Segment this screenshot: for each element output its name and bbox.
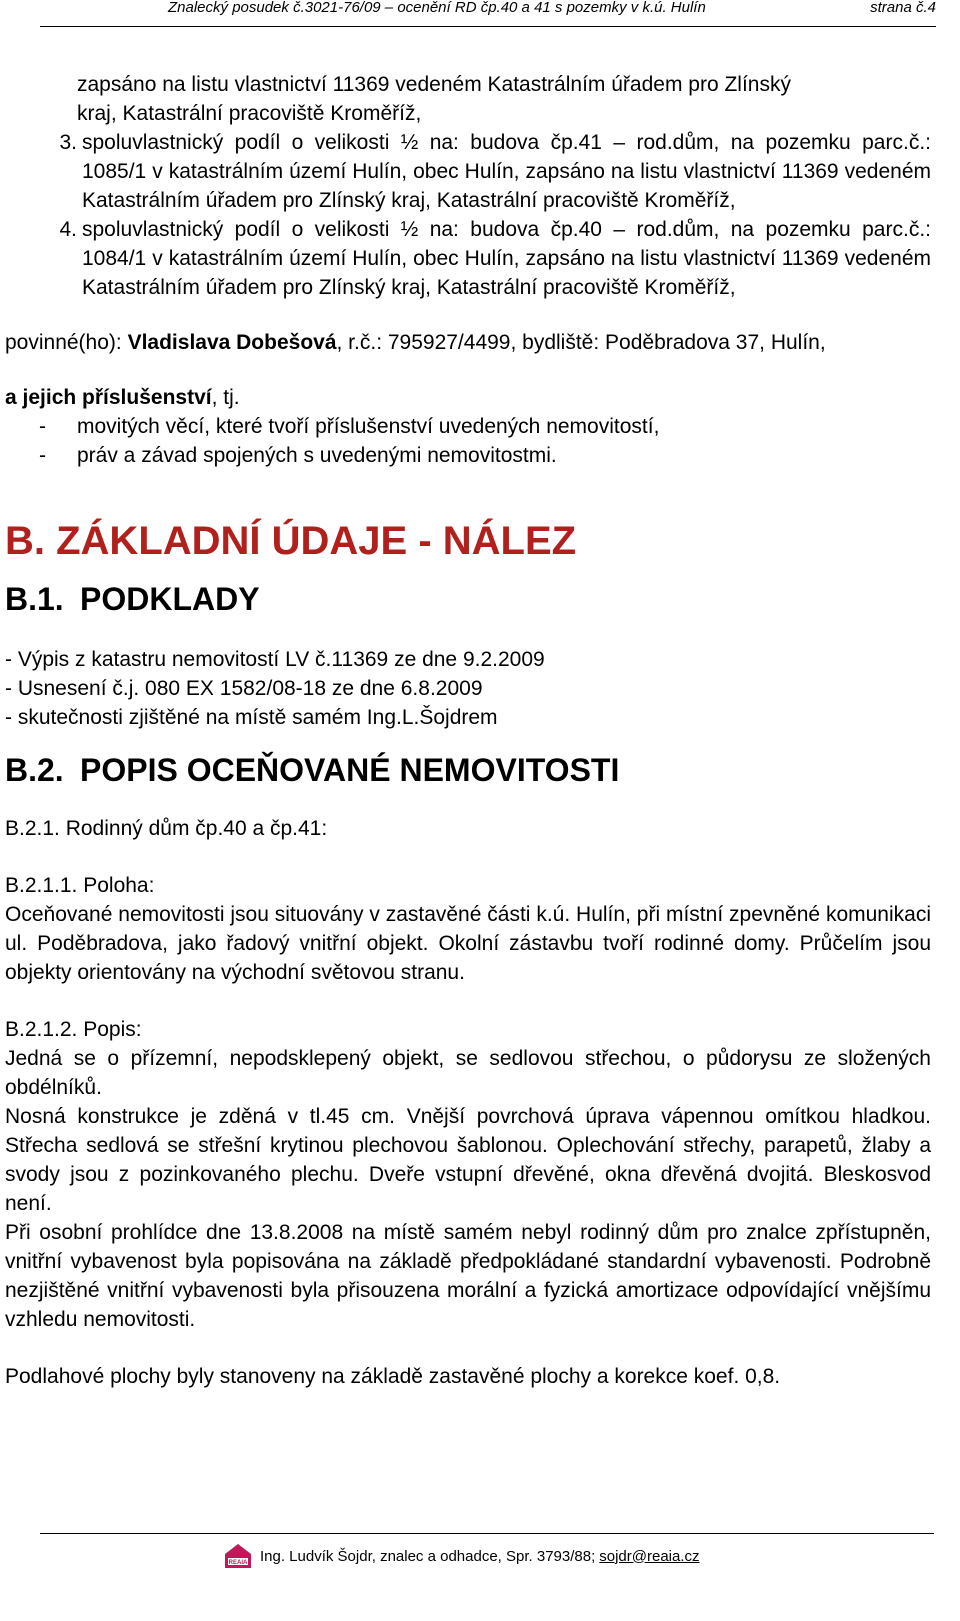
list-item-number: 3.	[59, 131, 77, 154]
bullet-dash: -	[39, 444, 46, 467]
obligor-label: povinné(ho):	[5, 331, 128, 354]
obligor-name: Vladislava Dobešová	[127, 331, 337, 354]
b212-heading: B.2.1.2. Popis:	[5, 1018, 142, 1041]
b1-item: - skutečnosti zjištěné na místě samém Ing.L.Šojdrem	[5, 706, 498, 729]
footer-divider	[40, 1533, 934, 1534]
list-item-text: spoluvlastnický podíl o velikosti ½ na: budova čp.41 – rod.dům, na pozemku parc.č.: 1085/1 v katastrálním území Hulín, obec Hulín, zapsáno na listu vlastnictví 11369 vedeném Katastrálním úřadem pro Zlínský kraj, Katastrální pracoviště Kroměříž,	[82, 131, 931, 212]
header-page-number: strana č.4	[870, 0, 936, 16]
b2-heading	[5, 750, 931, 790]
accessories-rest: , tj.	[211, 386, 240, 409]
logo-text: REAIA	[228, 1560, 248, 1566]
intro-line-1: zapsáno na listu vlastnictví 11369 vedeném Katastrálním úřadem pro Zlínský	[77, 73, 791, 96]
b2-title: POPIS OCEŇOVANÉ NEMOVITOSTI	[80, 752, 620, 788]
list-item-text: spoluvlastnický podíl o velikosti ½ na: budova čp.40 – rod.dům, na pozemku parc.č.: 1084/1 v katastrálním území Hulín, obec Hulín, zapsáno na listu vlastnictví 11369 vedeném Katastrálním úřadem pro Zlínský kraj, Katastrální pracoviště Kroměříž,	[82, 218, 931, 299]
obligor-line	[5, 328, 931, 357]
section-b-heading: B. ZÁKLADNÍ ÚDAJE - NÁLEZ	[5, 519, 577, 563]
accessories-bold: a jejich příslušenství	[5, 386, 212, 409]
header-title: Znalecký posudek č.3021-76/09 – ocenění RD čp.40 a 41 s pozemky v k.ú. Hulín	[168, 0, 706, 16]
b2-number: B.2.	[5, 752, 64, 788]
b1-heading	[5, 579, 931, 619]
b1-item: - Usnesení č.j. 080 EX 1582/08-18 ze dne 6.8.2009	[5, 677, 483, 700]
document-body	[5, 70, 931, 1391]
footer-email-link[interactable]: sojdr@reaia.cz	[599, 1547, 700, 1565]
b212-paragraph-2: Nosná konstrukce je zděná v tl.45 cm. Vnější povrchová úprava vápennou omítkou hladkou. Střecha sedlová se střešní krytinou plechovou šablonou. Oplechování střechy, parapetů, žlaby a svody jsou z pozinkovaného plechu. Dveře vstupní dřevěné, okna dřevěná dvojitá. Bleskosvod není.	[5, 1105, 931, 1215]
b1-number: B.1.	[5, 581, 64, 617]
b211-heading: B.2.1.1. Poloha:	[5, 874, 155, 897]
reaia-logo-icon	[224, 1543, 252, 1569]
b212-paragraph-3: Při osobní prohlídce dne 13.8.2008 na místě samém nebyl rodinný dům pro znalce zpřístupněn, vnitřní vybavenost byla popisována na základě předpokládané standardní vybavenosti. Podrobně nezjištěné vnitřní vybavenosti byla přisouzena morální a fyzická amortizace odpovídající vnějšímu vzhledu nemovitosti.	[5, 1221, 931, 1331]
b1-item: - Výpis z katastru nemovitostí LV č.11369 ze dne 9.2.2009	[5, 648, 545, 671]
page-header	[40, 0, 936, 27]
bullet-dash: -	[39, 415, 46, 438]
bullet-item	[5, 441, 931, 470]
page-footer	[224, 1541, 700, 1571]
b211-text: Oceňované nemovitosti jsou situovány v zastavěné části k.ú. Hulín, při místní zpevněné komunikaci ul. Poděbradova, jako řadový vnitřní objekt. Okolní zástavbu tvoří rodinné domy. Průčelím jsou objekty orientovány na východní světovou stranu.	[5, 903, 931, 984]
b21-heading: B.2.1. Rodinný dům čp.40 a čp.41:	[5, 817, 328, 840]
intro-line-2: kraj, Katastrální pracoviště Kroměříž,	[77, 102, 422, 125]
footer-author: Ing. Ludvík Šojdr, znalec a odhadce, Spr. 3793/88;	[260, 1547, 596, 1565]
obligor-details: , r.č.: 795927/4499, bydliště: Poděbradova 37, Hulín,	[336, 331, 826, 354]
b1-title: PODKLADY	[80, 581, 260, 617]
list-item-3	[5, 128, 931, 215]
bullet-text: movitých věcí, které tvoří příslušenství uvedených nemovitostí,	[77, 415, 660, 438]
b212-paragraph-1: Jedná se o přízemní, nepodsklepený objekt, se sedlovou střechou, o půdorysu ze složených obdélníků.	[5, 1047, 931, 1099]
floor-area-note: Podlahové plochy byly stanoveny na základě zastavěné plochy a korekce koef. 0,8.	[5, 1365, 781, 1388]
accessories-line	[5, 383, 931, 412]
list-item-number: 4.	[59, 218, 77, 241]
bullet-item	[5, 412, 931, 441]
bullet-text: práv a závad spojených s uvedenými nemovitostmi.	[77, 444, 557, 467]
list-item-4	[5, 215, 931, 302]
